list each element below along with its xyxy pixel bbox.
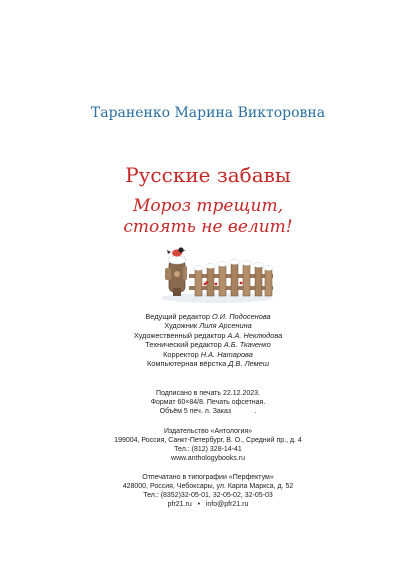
book-title: Русские забавы	[125, 163, 291, 187]
credit-line	[0, 340, 416, 349]
credit-name: Н.А. Натарова	[200, 349, 253, 359]
credit-role: Корректор	[163, 349, 199, 359]
bullfinch-bird	[167, 247, 186, 256]
printer-contacts: pfr21.ru • info@pfr21.ru	[167, 500, 249, 508]
samovar-figure	[165, 256, 187, 296]
credit-role: Компьютерная вёрстка	[147, 359, 227, 369]
credit-name: Д.В. Лемеш	[228, 359, 269, 369]
printer-phone: Тел.: (8352)32-05-01, 32-05-02, 32-05-03	[143, 491, 273, 499]
publisher-website: www.anthologybooks.ru	[171, 454, 245, 462]
print-info-line: Объём 5 печ. л. Заказ .	[159, 407, 257, 415]
credit-role: Художник	[164, 321, 198, 331]
printer-address: 428000, Россия, Чебоксары, ул. Карла Маркса, д. 52	[122, 482, 294, 490]
credit-name: А.Б. Ткаченко	[223, 340, 271, 350]
credit-line	[0, 331, 416, 340]
publisher-address: 199004, Россия, Санкт-Петербург, В. О., Средний пр., д. 4	[114, 436, 302, 444]
fence	[189, 260, 274, 296]
credit-role: Ведущий редактор	[145, 312, 210, 321]
credit-name: Лиля Арсенина	[199, 321, 252, 331]
credit-line	[0, 321, 416, 330]
credit-line	[0, 350, 416, 359]
credit-line	[0, 312, 416, 321]
publisher-name: Издательство «Антология»	[163, 428, 253, 435]
print-info-line: Формат 60×84/8. Печать офсетная.	[150, 398, 266, 406]
print-info-line: Подписано в печать 22.12.2023.	[156, 390, 260, 397]
print-info	[0, 390, 416, 417]
book-subtitle	[0, 196, 416, 238]
credit-role: Художественный редактор	[133, 330, 226, 340]
credit-line	[0, 359, 416, 368]
credit-name: О.И. Подосенова	[212, 312, 271, 321]
subtitle-line: Мороз трещит,	[133, 196, 283, 216]
publisher-info	[0, 428, 416, 464]
snowy-fence-illustration	[155, 244, 275, 304]
author-name: Тараненко Марина Викторовна	[90, 105, 326, 121]
printer-name: Отпечатано в типографии «Перфектум»	[142, 474, 274, 481]
subtitle-line: стоять не велит!	[123, 217, 293, 237]
publisher-phone: Тел.: (812) 328-14-41	[174, 445, 242, 453]
printer-info	[0, 474, 416, 510]
credit-name: А.А. Неклюдова	[227, 330, 283, 340]
credits-list	[0, 312, 416, 368]
credit-role: Технический редактор	[145, 340, 222, 350]
